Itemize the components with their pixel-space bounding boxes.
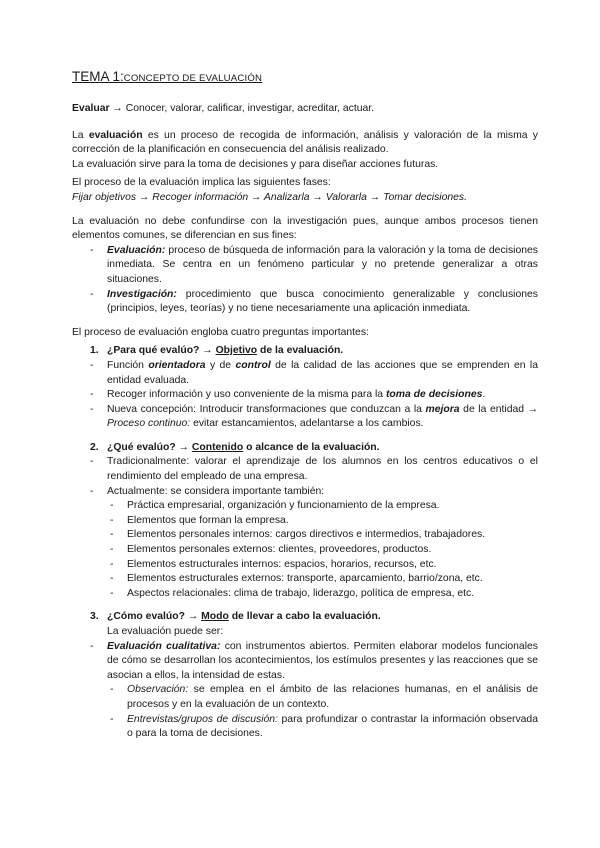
question-2-list — [72, 455, 538, 499]
evaluar-term: Evaluar — [72, 103, 110, 114]
question-2-heading — [90, 441, 538, 456]
list-item: - Tradicionalmente: valorar el aprendizaje de los alumnos en los centros educativos o el rendimiento del empleado de una empresa. — [90, 455, 538, 484]
evaluar-line — [72, 102, 538, 117]
list-item: - Elementos que forman la empresa. — [110, 514, 538, 529]
question-1-heading — [90, 344, 538, 359]
confusion-intro: La evaluación no debe confundirse con la investigación pues, aunque ambos procesos tienen elementos comunes, se diferencian en sus fines: — [72, 215, 538, 242]
question-2-sublist — [72, 499, 538, 601]
title-sub: CONCEPTO DE EVALUACIÓN — [123, 73, 263, 84]
question-3-list — [72, 640, 538, 684]
question-3 — [72, 610, 538, 625]
observacion-text: se emplea en el ámbito de las relaciones humanas, en el análisis de procesos y en la evaluación de un contexto. — [127, 684, 538, 710]
question-3-text: ¿Cómo evalúo? → — [107, 611, 202, 623]
phases-line — [72, 191, 538, 206]
list-item — [110, 683, 538, 712]
evaluacion-text: proceso de búsqueda de información para la valoración y la toma de decisiones inmediata. Se centra en un fenómeno particular y no pretende generalizar a otras situaciones. — [107, 244, 538, 285]
entrevistas-term: Entrevistas/grupos de discusión: — [127, 713, 278, 725]
list-item: - Aspectos relacionales: clima de trabajo, liderazgo, política de empresa, etc. — [110, 587, 538, 602]
list-item: - Elementos personales internos: cargos directivos e intermedios, trabajadores. — [110, 528, 538, 543]
page-title — [72, 68, 538, 88]
definition-term: evaluación — [88, 129, 143, 141]
question-1-number: 1. — [90, 345, 99, 357]
evaluar-arrow: → — [109, 103, 126, 114]
cualitativa-term: Evaluación cualitativa: — [107, 640, 221, 652]
cualitativa-text: con instrumentos abiertos. Permiten elaborar modelos funcionales de cómo se desarrollan los acontecimientos, los estímulos presentes y las reacciones que se asocian a ellos, la intensidad de estas. — [107, 640, 538, 681]
question-1-rest: de la evaluación. — [257, 345, 344, 357]
title-main: TEMA 1: — [72, 69, 124, 84]
list-item: - Nueva concepción: Introducir transformaciones que conduzcan a la mejora de la entidad → Proceso continuo: evitar estancamientos, adelantarse a los cambios. — [90, 403, 538, 432]
list-item: - Función orientadora y de control de la calidad de las acciones que se emprenden en la entidad evaluada. — [90, 359, 538, 388]
phases-text: Fijar objetivos → Recoger información → Analizarla → Valorarla → Tomar decisiones. — [72, 191, 467, 203]
question-2-number: 2. — [90, 441, 99, 453]
question-1 — [72, 344, 538, 359]
list-item — [90, 244, 538, 288]
list-item — [110, 713, 538, 742]
list-item — [90, 640, 538, 684]
question-3-rest: de llevar a cabo la evaluación. — [228, 611, 381, 623]
question-3-key: Modo — [201, 611, 229, 623]
entrevistas-text: para profundizar o contrastar la información observada o para la toma de decisiones. — [127, 713, 538, 740]
list-item: - Elementos estructurales internos: espacios, horarios, recursos, etc. — [110, 558, 538, 573]
observacion-term: Observación: — [127, 684, 189, 696]
list-item: - Elementos estructurales externos: transporte, aparcamiento, barrio/zona, etc. — [110, 572, 538, 587]
list-item: - Recoger información y uso conveniente de la misma para la toma de decisiones. — [90, 388, 538, 403]
definition-text: es un proceso de recogida de información, análisis y valoración de la misma y corrección de la planificación en consecuencia del análisis realizado. — [72, 129, 538, 156]
confusion-list — [72, 244, 538, 317]
question-1-key: Objetivo — [215, 345, 258, 357]
definition-paragraph — [72, 129, 538, 158]
definition-line3: El proceso de la evaluación implica las siguientes fases: — [72, 177, 331, 189]
list-item: - Actualmente: se considera importante también: — [90, 485, 538, 500]
question-1-text: ¿Para qué evalúo? → — [107, 345, 216, 357]
question-2-key: Contenido — [191, 441, 244, 453]
definition-line2: La evaluación sirve para la toma de decisiones y para diseñar acciones futuras. — [72, 158, 439, 170]
investigacion-text: procedimiento que busca conocimiento generalizable y conclusiones (principios, leyes, teorías) y no tiene necesariamente una aplicación inmediata. — [107, 288, 538, 315]
questions-intro: El proceso de evaluación engloba cuatro preguntas importantes: — [72, 326, 369, 338]
definition-pre: La — [72, 129, 89, 141]
investigacion-term: Investigación: — [107, 288, 177, 300]
list-item: - Práctica empresarial, organización y funcionamiento de la empresa. — [110, 499, 538, 514]
question-1-list — [72, 359, 538, 432]
question-2 — [72, 441, 538, 456]
question-3-intro: La evaluación puede ser: — [107, 626, 224, 637]
question-3-sublist — [72, 683, 538, 741]
question-3-number: 3. — [90, 611, 99, 623]
list-item — [90, 288, 538, 317]
list-item: - Elementos personales externos: clientes, proveedores, productos. — [110, 543, 538, 558]
question-2-text: ¿Qué evalúo? → — [107, 441, 192, 453]
question-3-heading — [90, 610, 538, 625]
evaluacion-term: Evaluación: — [107, 244, 166, 256]
question-2-rest: o alcance de la evaluación. — [243, 441, 380, 453]
evaluar-text: Conocer, valorar, calificar, investigar, acreditar, actuar. — [125, 103, 375, 114]
